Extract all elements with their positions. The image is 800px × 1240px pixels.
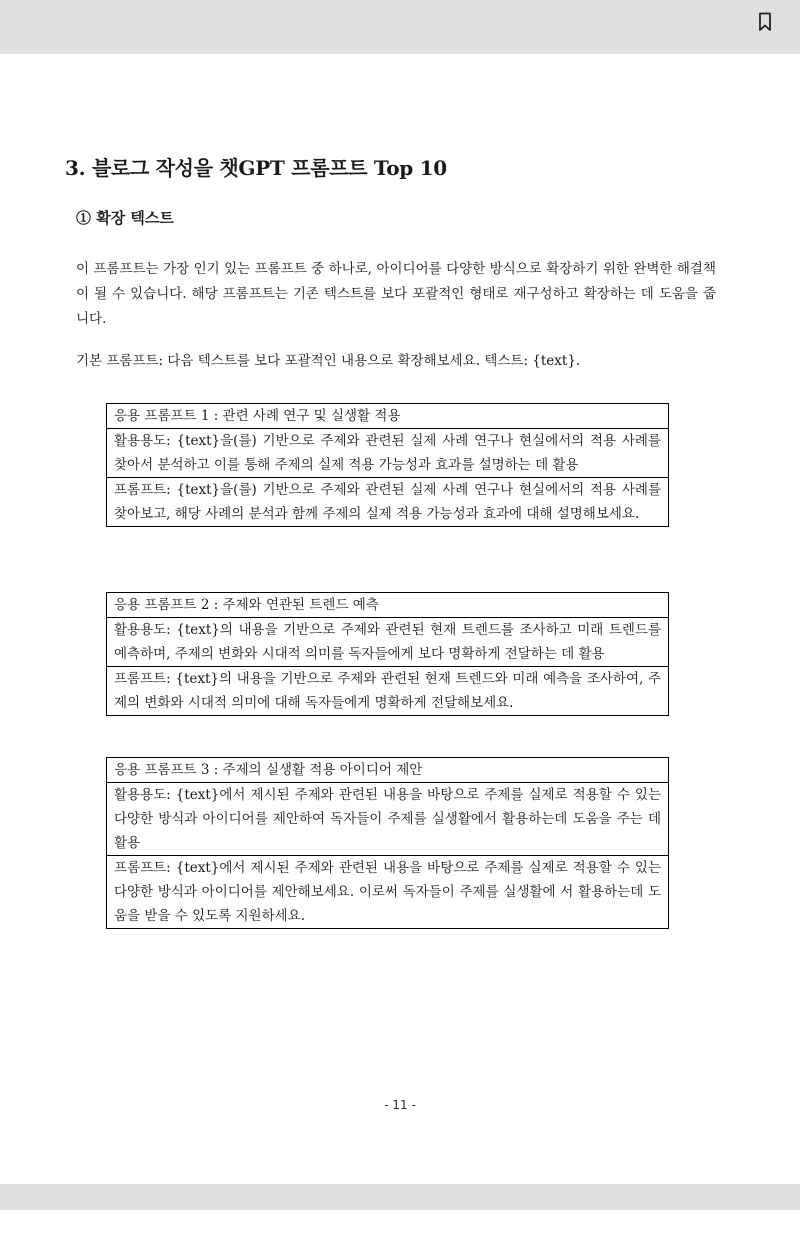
- intro-paragraph: 이 프롬프트는 가장 인기 있는 프롬프트 중 하나로, 아이디어를 다양한 방식으로 확장하기 위한 완벽한 해결책이 될 수 있습니다. 해당 프롬프트는 기존 텍스트를 보다 포괄적인 형태로 재구성하고 확장하는 데 도움을 줍니다.: [76, 261, 716, 327]
- prompt-box-prompt: 프롬프트: {text}의 내용을 기반으로 주제와 관련된 현재 트렌드와 미래 예측을 조사하여, 주제의 변화와 시대적 의미에 대해 독자들에게 명확하게 전달해보세요.: [107, 666, 668, 715]
- prompt-box-3: [106, 757, 669, 929]
- prompt-box-usage: 활용용도: {text}에서 제시된 주제와 관련된 내용을 바탕으로 주제를 실제로 적용할 수 있는 다양한 방식과 아이디어를 제안하여 독자들이 주제를 실생활에서 활용하는데 도움을 주는 데 활용: [107, 782, 668, 855]
- prompt-box-1: [106, 403, 669, 527]
- basic-prompt: 기본 프롬프트: 다음 텍스트를 보다 포괄적인 내용으로 확장해보세요. 텍스트: {text}.: [76, 353, 581, 369]
- viewer-footer-bar: [0, 1184, 800, 1210]
- page-number: - 11 -: [384, 1098, 416, 1112]
- prompt-box-title: 응용 프롬프트 3 : 주제의 실생활 적용 아이디어 제안: [114, 762, 423, 778]
- section-subtitle: ① 확장 텍스트: [76, 209, 174, 227]
- bookmark-icon[interactable]: [758, 12, 772, 32]
- page-title: 3. 블로그 작성을 챗GPT 프롬프트 Top 10: [65, 156, 447, 180]
- prompt-box-title: 응용 프롬프트 2 : 주제와 연관된 트렌드 예측: [114, 597, 379, 613]
- prompt-box-prompt: 프롬프트: {text}에서 제시된 주제와 관련된 내용을 바탕으로 주제를 실제로 적용할 수 있는 다양한 방식과 아이디어를 제안해보세요. 이로써 독자들이 주제를 실생활에 서 활용하는데 도움을 받을 수 있도록 지원하세요.: [107, 855, 668, 928]
- prompt-box-title: 응용 프롬프트 1 : 관련 사례 연구 및 실생활 적용: [114, 408, 401, 424]
- prompt-box-prompt: 프롬프트: {text}을(를) 기반으로 주제와 관련된 실제 사례 연구나 현실에서의 적용 사례를 찾아보고, 해당 사례의 분석과 함께 주제의 실제 적용 가능성과 효과에 대해 설명해보세요.: [107, 477, 668, 526]
- viewer-toolbar: [0, 0, 800, 54]
- prompt-box-usage: 활용용도: {text}의 내용을 기반으로 주제와 관련된 현재 트렌드를 조사하고 미래 트렌드를 예측하며, 주제의 변화와 시대적 의미를 독자들에게 보다 명확하게 전달하는 데 활용: [107, 617, 668, 666]
- prompt-box-2: [106, 592, 669, 716]
- prompt-box-usage: 활용용도: {text}을(를) 기반으로 주제와 관련된 실제 사례 연구나 현실에서의 적용 사례를 찾아서 분석하고 이를 통해 주제의 실제 적용 가능성과 효과를 설명하는 데 활용: [107, 428, 668, 477]
